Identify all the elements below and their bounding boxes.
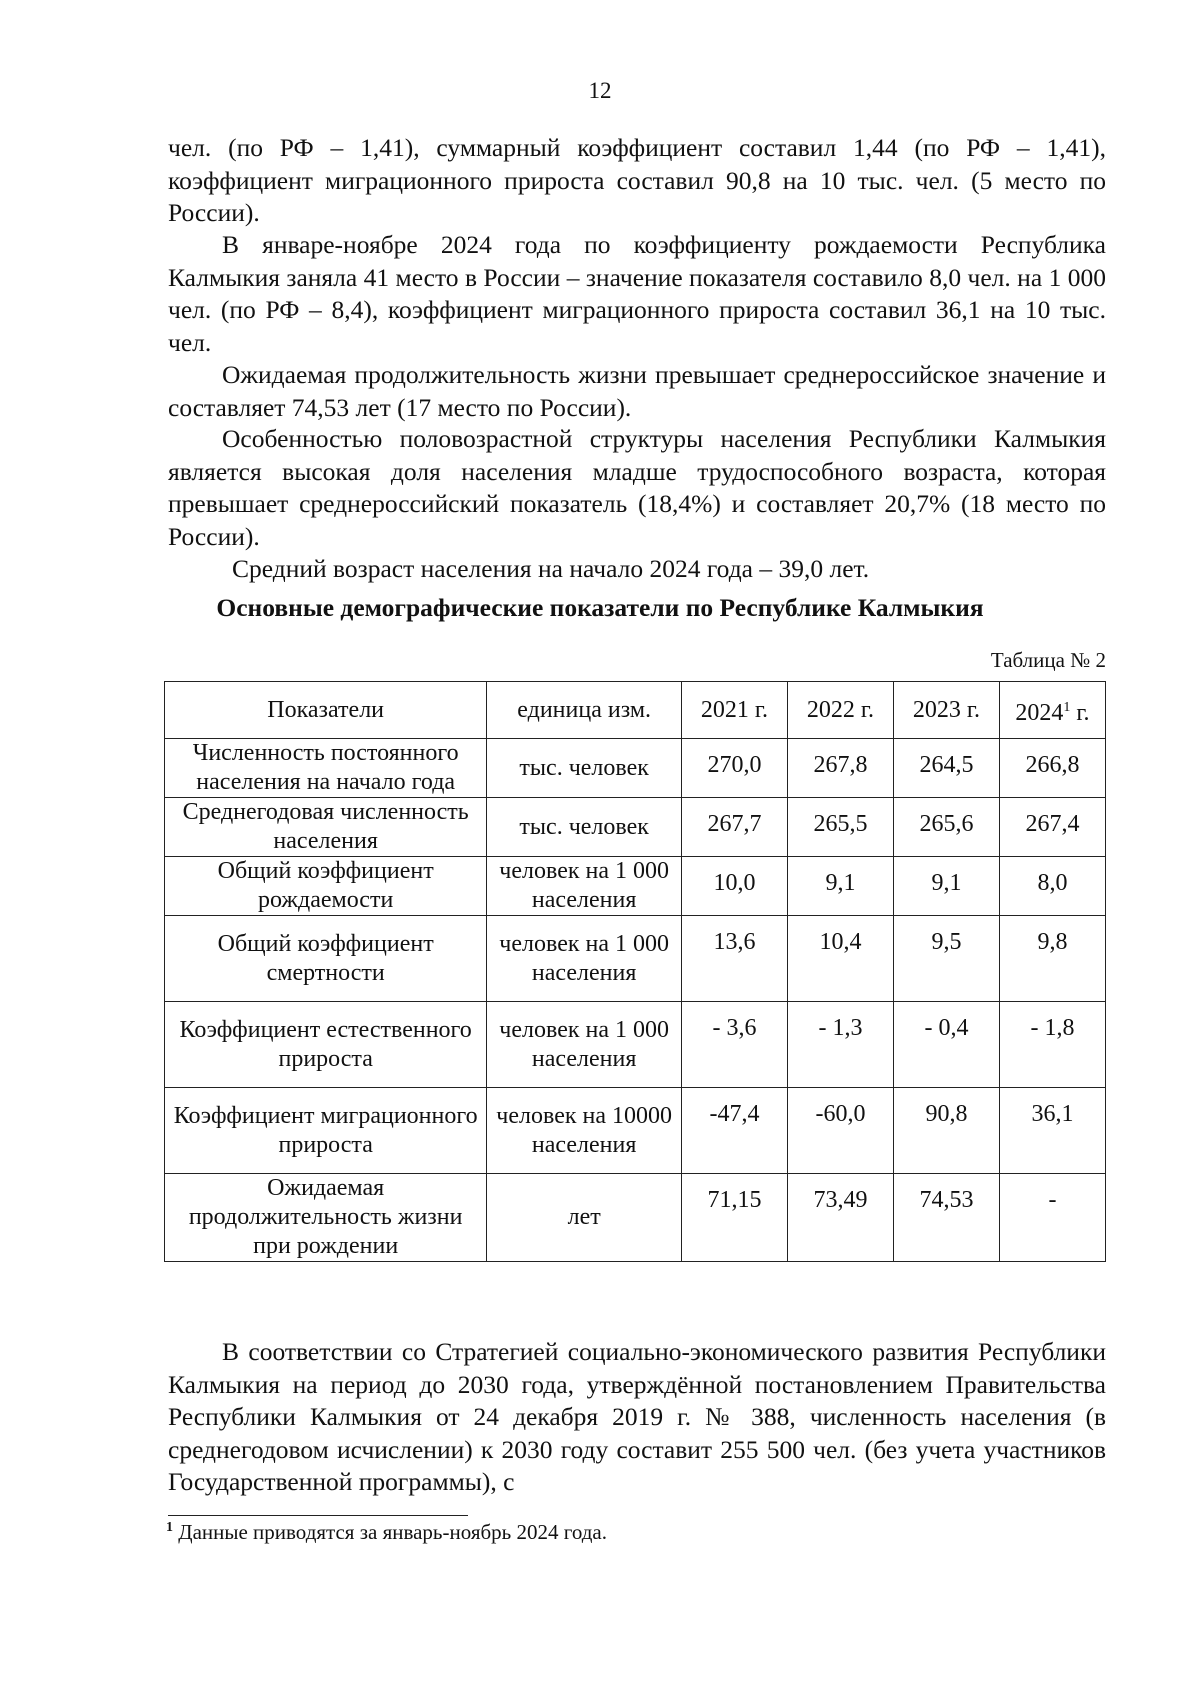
value-2021: - 3,6 xyxy=(682,1002,788,1088)
value-2021: 13,6 xyxy=(682,916,788,1002)
header-2022: 2022 г. xyxy=(787,682,893,739)
table-row xyxy=(165,1002,1106,1088)
footnote-number: 1 xyxy=(166,1520,173,1535)
value-2024: - xyxy=(999,1174,1105,1262)
value-2024: 266,8 xyxy=(999,739,1105,798)
paragraph-6 xyxy=(168,1336,1106,1499)
page-number: 12 xyxy=(588,78,612,103)
row-indicator: Численность постоянного населения на начало года xyxy=(165,739,487,798)
paragraph-3 xyxy=(168,359,1106,424)
demographics-table xyxy=(164,681,1106,1262)
row-unit: тыс. человек xyxy=(487,739,682,798)
paragraph-text: чел. (по РФ – 1,41), суммарный коэффициент составил 1,44 (по РФ – 1,41), коэффициент миграционного прироста составил 90,8 на 10 тыс. чел. (5 место по России). xyxy=(168,133,1106,227)
value-2023: 9,5 xyxy=(893,916,999,1002)
row-indicator: Общий коэффициент рождаемости xyxy=(165,857,487,916)
paragraph-text: Средний возраст населения на начало 2024 года – 39,0 лет. xyxy=(232,554,870,583)
value-2024: 9,8 xyxy=(999,916,1105,1002)
value-2022: 267,8 xyxy=(787,739,893,798)
table-row xyxy=(165,857,1106,916)
value-2022: -60,0 xyxy=(787,1088,893,1174)
value-2022: 10,4 xyxy=(787,916,893,1002)
value-2022: 73,49 xyxy=(787,1174,893,1262)
header-2024 xyxy=(999,682,1105,739)
header-2024-year: 2024 xyxy=(1015,699,1064,726)
value-2023: 9,1 xyxy=(893,857,999,916)
value-2023: 265,6 xyxy=(893,798,999,857)
row-unit: человек на 10000 населения xyxy=(487,1088,682,1174)
value-2022: 9,1 xyxy=(787,857,893,916)
table-header-row xyxy=(165,682,1106,739)
value-2021: 270,0 xyxy=(682,739,788,798)
value-2023: 90,8 xyxy=(893,1088,999,1174)
value-2021: 71,15 xyxy=(682,1174,788,1262)
paragraph-text: В соответствии со Стратегией социально-экономического развития Республики Калмыкия на период до 2030 года, утверждённой постановлением Правительства Республики Калмыкия от 24 декабря 2019 г. № 388, численность населения (в среднегодовом исчислении) к 2030 году составит 255 500 чел. (без учета участников Государственной программы), с xyxy=(168,1337,1106,1496)
header-unit: единица изм. xyxy=(487,682,682,739)
table-row xyxy=(165,1088,1106,1174)
value-2021: 267,7 xyxy=(682,798,788,857)
value-2024: 36,1 xyxy=(999,1088,1105,1174)
value-2023: 264,5 xyxy=(893,739,999,798)
paragraph-text: Ожидаемая продолжительность жизни превышает среднероссийское значение и составляет 74,53 лет (17 место по России). xyxy=(168,360,1106,422)
row-indicator: Среднегодовая численность населения xyxy=(165,798,487,857)
footnote-divider xyxy=(168,1515,468,1516)
value-2024: - 1,8 xyxy=(999,1002,1105,1088)
value-2024: 8,0 xyxy=(999,857,1105,916)
paragraph-text: В январе-ноябре 2024 года по коэффициенту рождаемости Республика Калмыкия заняла 41 место в России – значение показателя составило 8,0 чел. на 1 000 чел. (по РФ – 8,4), коэффициент миграционного прироста составил 36,1 на 10 тыс. чел. xyxy=(168,230,1106,357)
footnote-marker: 1 xyxy=(1063,699,1071,715)
row-unit: лет xyxy=(487,1174,682,1262)
table-row xyxy=(165,1174,1106,1262)
paragraph-2 xyxy=(168,229,1106,359)
paragraph-1 xyxy=(168,132,1106,230)
row-unit: человек на 1 000 населения xyxy=(487,857,682,916)
value-2023: - 0,4 xyxy=(893,1002,999,1088)
paragraph-5 xyxy=(168,553,1106,586)
table-row xyxy=(165,798,1106,857)
table-title: Основные демографические показатели по Республике Калмыкия xyxy=(216,593,984,622)
row-indicator: Коэффициент миграционного прироста xyxy=(165,1088,487,1174)
table-label: Таблица № 2 xyxy=(990,648,1106,672)
row-unit: человек на 1 000 населения xyxy=(487,1002,682,1088)
row-unit: тыс. человек xyxy=(487,798,682,857)
table-row xyxy=(165,916,1106,1002)
paragraph-text: Особенностью половозрастной структуры населения Республики Калмыкия является высокая доля населения младше трудоспособного возраста, которая превышает среднероссийский показатель (18,4%) и составляет 20,7% (18 место по России). xyxy=(168,424,1106,551)
paragraph-4 xyxy=(168,423,1106,553)
header-2021: 2021 г. xyxy=(682,682,788,739)
value-2022: 265,5 xyxy=(787,798,893,857)
row-unit: человек на 1 000 населения xyxy=(487,916,682,1002)
row-indicator: Общий коэффициент смертности xyxy=(165,916,487,1002)
value-2021: -47,4 xyxy=(682,1088,788,1174)
value-2022: - 1,3 xyxy=(787,1002,893,1088)
value-2024: 267,4 xyxy=(999,798,1105,857)
footnote-text: Данные приводятся за январь-ноябрь 2024 года. xyxy=(173,1520,607,1544)
footnote xyxy=(166,1520,607,1545)
table-row xyxy=(165,739,1106,798)
header-2023: 2023 г. xyxy=(893,682,999,739)
header-indicator: Показатели xyxy=(165,682,487,739)
value-2023: 74,53 xyxy=(893,1174,999,1262)
row-indicator: Ожидаемая продолжительность жизни при рождении xyxy=(165,1174,487,1262)
value-2021: 10,0 xyxy=(682,857,788,916)
row-indicator: Коэффициент естественного прироста xyxy=(165,1002,487,1088)
header-2024-suffix: г. xyxy=(1070,699,1090,726)
